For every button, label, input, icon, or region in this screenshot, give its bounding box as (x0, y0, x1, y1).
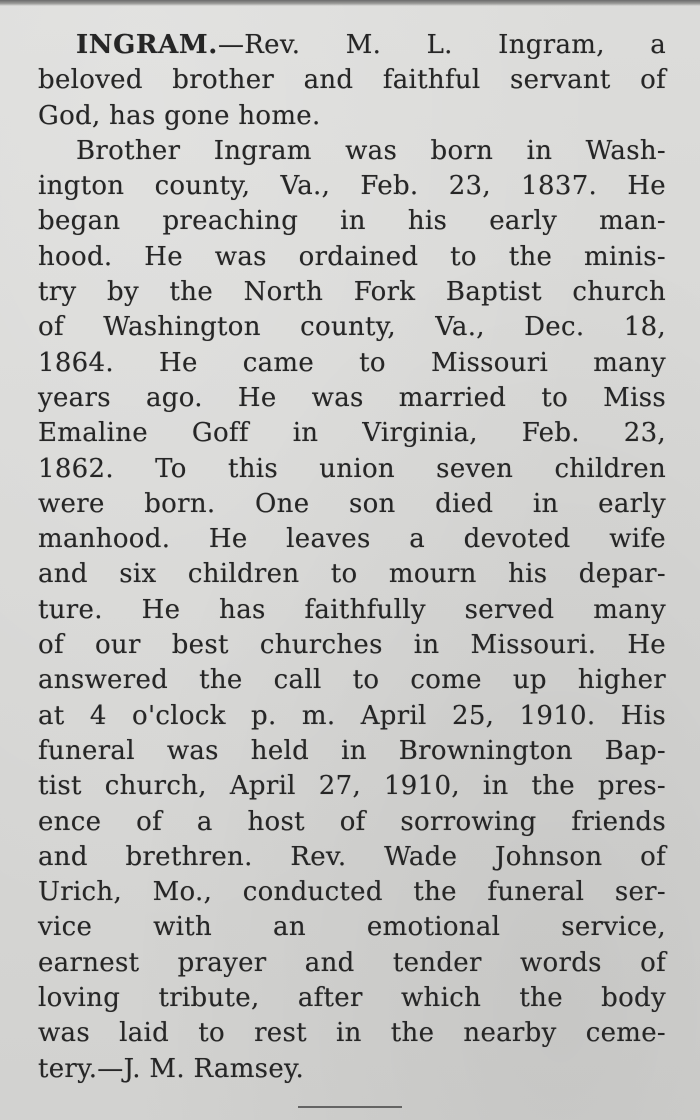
article-line: hood. He was ordained to the minis- (38, 241, 666, 272)
article-line: at 4 o'clock p. m. April 25, 1910. His (38, 700, 666, 731)
article-line: Urich, Mo., conducted the funeral ser- (38, 877, 666, 908)
article-line: ture. He has faithfully served many (38, 594, 666, 625)
article-line: manhood. He leaves a devoted wife (38, 524, 666, 555)
article-line: of our best churches in Missouri. He (38, 630, 666, 661)
bottom-separator-rule (298, 1106, 402, 1108)
article-line: ence of a host of sorrowing friends (38, 806, 666, 837)
article-line: of Washington county, Va., Dec. 18, (38, 312, 666, 343)
article-line: ington county, Va., Feb. 23, 1837. He (38, 171, 666, 202)
article-signature-line: tery.—J. M. Ramsey. (38, 1053, 305, 1084)
article-line: earnest prayer and tender words of (38, 947, 666, 978)
article-line: 1864. He came to Missouri many (38, 347, 666, 378)
article-line: Emaline Goff in Virginia, Feb. 23, (38, 418, 666, 449)
article-line: beloved brother and faithful servant of (38, 65, 666, 96)
article-line: was laid to rest in the nearby ceme- (38, 1018, 666, 1049)
article-line: vice with an emotional service, (38, 912, 666, 943)
article-line: 1862. To this union seven children (38, 453, 666, 484)
top-column-rule (0, 0, 700, 6)
article-line: and six children to mourn his depar- (38, 559, 666, 590)
first-line-text: —Rev. M. L. Ingram, a (217, 30, 666, 60)
article-line: loving tribute, after which the body (38, 983, 666, 1014)
obituary-heading: INGRAM. (76, 30, 218, 60)
article-line: Brother Ingram was born in Wash- (76, 135, 666, 166)
article-line: were born. One son died in early (38, 488, 666, 519)
obituary-article (38, 28, 666, 1087)
article-line: tist church, April 27, 1910, in the pres- (38, 771, 666, 802)
article-line: began preaching in his early man- (38, 206, 666, 237)
article-line: funeral was held in Brownington Bap- (38, 735, 666, 766)
article-line (38, 28, 666, 63)
article-line: answered the call to come up higher (38, 665, 666, 696)
article-line: try by the North Fork Baptist church (38, 277, 666, 308)
article-line: God, has gone home. (38, 100, 321, 131)
article-line: and brethren. Rev. Wade Johnson of (38, 841, 666, 872)
article-line: years ago. He was married to Miss (38, 382, 666, 413)
